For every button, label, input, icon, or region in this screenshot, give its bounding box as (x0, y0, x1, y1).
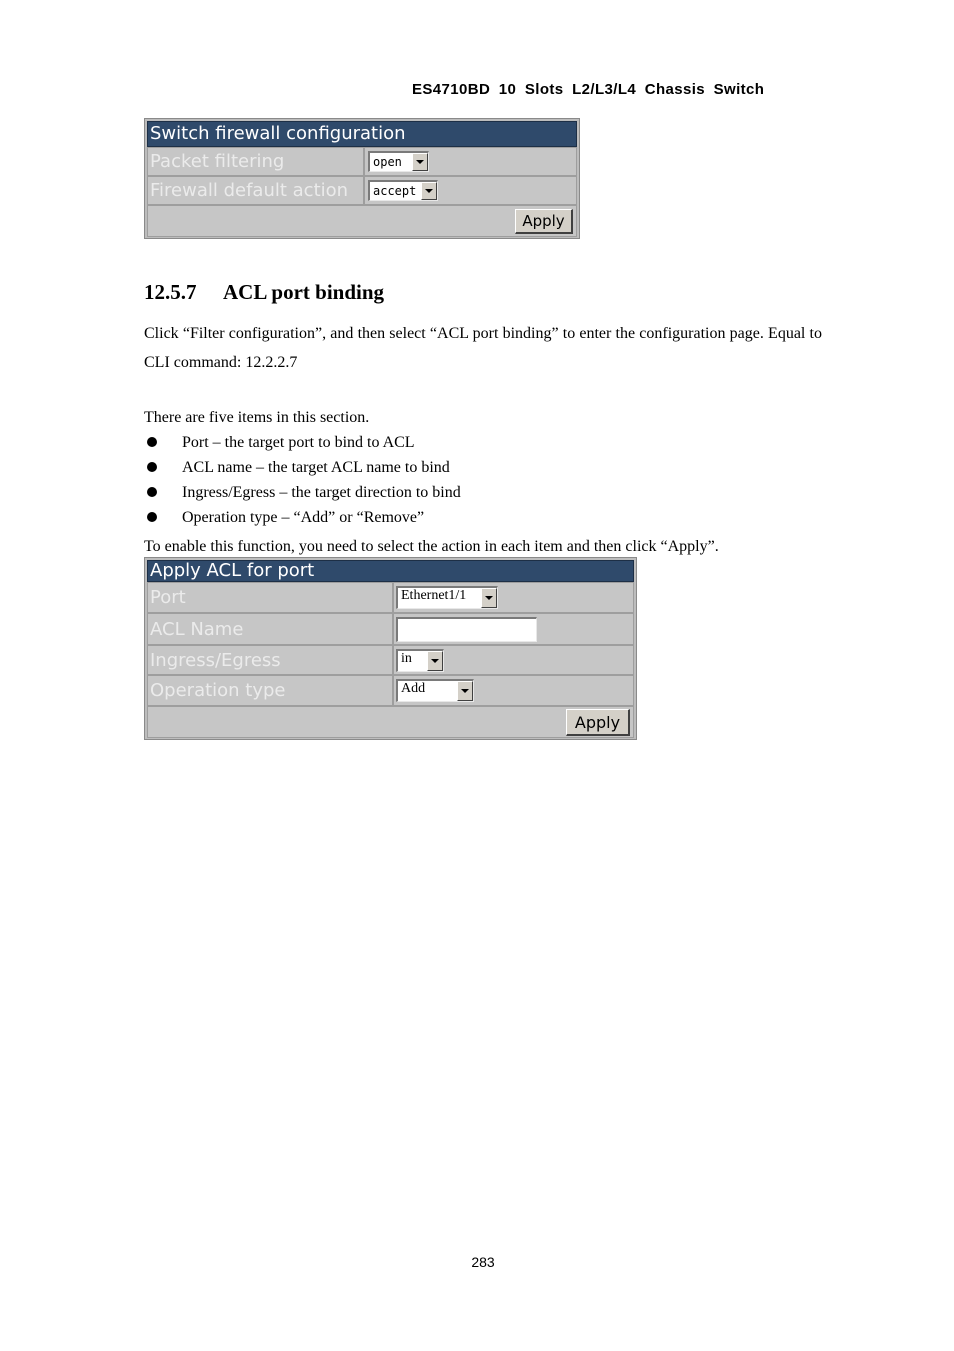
packet-filtering-select[interactable] (368, 151, 429, 172)
bullet-icon (147, 487, 157, 497)
list-item: Operation type – “Add” or “Remove” (144, 505, 461, 530)
acl-port-panel (144, 557, 637, 740)
acl-name-row (147, 613, 634, 645)
acl-name-label: ACL Name (147, 613, 393, 645)
ingress-egress-cell (393, 645, 634, 675)
firewall-apply-button[interactable]: Apply (515, 209, 573, 234)
instruction-text: To enable this function, you need to select the action in each item and then click “Apply”. (144, 538, 719, 555)
firewall-default-action-cell (364, 176, 577, 205)
firewall-default-action-label: Firewall default action (147, 176, 364, 205)
port-select[interactable] (396, 586, 498, 609)
packet-filtering-cell (364, 147, 577, 176)
port-value: Ethernet1/1 (401, 588, 467, 603)
ingress-egress-value: in (401, 651, 412, 666)
chevron-down-icon[interactable] (457, 681, 473, 701)
items-list (144, 430, 461, 530)
operation-type-row (147, 675, 634, 706)
section-heading (144, 280, 384, 305)
port-row (147, 582, 634, 613)
chevron-down-icon[interactable] (481, 588, 497, 608)
firewall-apply-row (147, 205, 577, 237)
chevron-down-icon[interactable] (421, 182, 437, 200)
intro-paragraph: Click “Filter configuration”, and then select “ACL port binding” to enter the configuration page. Equal to CLI command: 12.2.2.7 (144, 325, 822, 371)
ingress-egress-select[interactable] (396, 649, 444, 672)
section-title: ACL port binding (223, 280, 385, 304)
chevron-down-icon[interactable] (427, 651, 443, 671)
operation-type-select[interactable] (396, 679, 474, 702)
firewall-panel-title: Switch firewall configuration (147, 121, 577, 147)
firewall-config-panel (144, 118, 580, 239)
packet-filtering-value: open (373, 155, 402, 169)
bullet-icon (147, 437, 157, 447)
acl-apply-row (147, 706, 634, 738)
chevron-down-icon[interactable] (412, 153, 428, 171)
packet-filtering-row (147, 147, 577, 176)
firewall-default-action-row (147, 176, 577, 205)
running-header: ES4710BD 10 Slots L2/L3/L4 Chassis Switch (412, 81, 765, 98)
acl-panel-title: Apply ACL for port (147, 560, 634, 582)
operation-type-label: Operation type (147, 675, 393, 706)
operation-type-cell (393, 675, 634, 706)
acl-apply-cell (147, 706, 634, 738)
bullet-icon (147, 462, 157, 472)
list-item: Ingress/Egress – the target direction to bind (144, 480, 461, 505)
acl-name-input[interactable] (396, 617, 537, 642)
port-label: Port (147, 582, 393, 613)
bullet-icon (147, 512, 157, 522)
items-intro: There are five items in this section. (144, 409, 370, 426)
firewall-default-action-select[interactable] (368, 180, 438, 201)
port-cell (393, 582, 634, 613)
acl-apply-button[interactable]: Apply (566, 709, 630, 736)
firewall-default-action-value: accept (373, 184, 417, 198)
ingress-egress-label: Ingress/Egress (147, 645, 393, 675)
firewall-apply-cell (147, 205, 577, 237)
packet-filtering-label: Packet filtering (147, 147, 364, 176)
list-item: ACL name – the target ACL name to bind (144, 455, 461, 480)
page-number: 283 (471, 1254, 495, 1270)
section-number: 12.5.7 (144, 280, 197, 304)
ingress-egress-row (147, 645, 634, 675)
list-item: Port – the target port to bind to ACL (144, 430, 461, 455)
acl-name-cell (393, 613, 634, 645)
operation-type-value: Add (401, 681, 426, 696)
